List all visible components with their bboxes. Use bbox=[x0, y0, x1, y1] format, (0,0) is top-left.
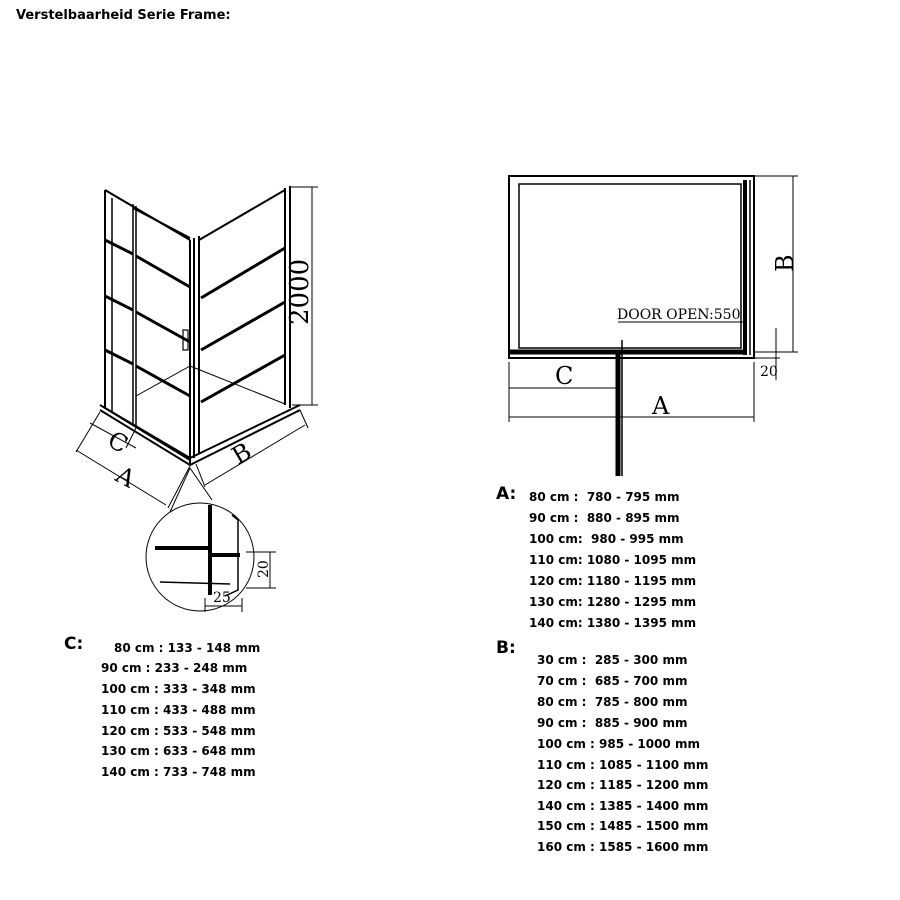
detail-25-label: 25 bbox=[213, 590, 231, 606]
table-row: 120 cm : 1185 - 1200 mm bbox=[537, 778, 709, 792]
plan-c-label: C bbox=[555, 362, 574, 390]
dimension-c-label: C bbox=[103, 425, 133, 459]
table-row: 130 cm : 633 - 648 mm bbox=[101, 744, 256, 758]
table-row: 100 cm : 985 - 1000 mm bbox=[537, 737, 700, 751]
table-row: 140 cm : 1385 - 1400 mm bbox=[537, 799, 709, 813]
table-row: 160 cm : 1585 - 1600 mm bbox=[537, 840, 709, 854]
table-row: 80 cm : 780 - 795 mm bbox=[529, 490, 680, 504]
table-a-header: A: bbox=[496, 484, 517, 504]
detail-20-label: 20 bbox=[256, 560, 272, 578]
table-row: 30 cm : 285 - 300 mm bbox=[537, 653, 688, 667]
table-row: 120 cm : 533 - 548 mm bbox=[101, 724, 256, 738]
table-row: 130 cm: 1280 - 1295 mm bbox=[529, 595, 697, 609]
table-row: 100 cm : 333 - 348 mm bbox=[101, 682, 256, 696]
plan-a-label: A bbox=[652, 392, 670, 420]
table-row: 110 cm: 1080 - 1095 mm bbox=[529, 553, 697, 567]
table-row: 70 cm : 685 - 700 mm bbox=[537, 674, 688, 688]
table-row: 110 cm : 1085 - 1100 mm bbox=[537, 758, 709, 772]
dimension-a-label: A bbox=[111, 460, 140, 494]
table-row: 120 cm: 1180 - 1195 mm bbox=[529, 574, 697, 588]
plan-20-label: 20 bbox=[760, 364, 778, 380]
table-row: 80 cm : 133 - 148 mm bbox=[114, 641, 261, 655]
table-row: 100 cm: 980 - 995 mm bbox=[529, 532, 684, 546]
table-row: 80 cm : 785 - 800 mm bbox=[537, 695, 688, 709]
table-row: 150 cm : 1485 - 1500 mm bbox=[537, 819, 709, 833]
table-row: 90 cm : 880 - 895 mm bbox=[529, 511, 680, 525]
table-row: 140 cm: 1380 - 1395 mm bbox=[529, 616, 697, 630]
height-dimension-label: 2000 bbox=[285, 258, 315, 325]
table-row: 110 cm : 433 - 488 mm bbox=[101, 703, 256, 717]
detail-callout bbox=[146, 468, 276, 612]
base-dimensions bbox=[76, 410, 308, 508]
dimension-b-label: B bbox=[227, 437, 257, 471]
table-c-header: C: bbox=[64, 634, 84, 654]
plan-b-label: B bbox=[771, 254, 799, 272]
table-row: 90 cm : 885 - 900 mm bbox=[537, 716, 688, 730]
plan-view bbox=[509, 176, 754, 476]
table-b-header: B: bbox=[496, 638, 516, 658]
page-title: Verstelbaarheid Serie Frame: bbox=[16, 8, 231, 23]
isometric-enclosure bbox=[100, 186, 300, 465]
table-row: 90 cm : 233 - 248 mm bbox=[101, 661, 248, 675]
table-row: 140 cm : 733 - 748 mm bbox=[101, 765, 256, 779]
door-open-label: DOOR OPEN:550 bbox=[617, 307, 741, 323]
